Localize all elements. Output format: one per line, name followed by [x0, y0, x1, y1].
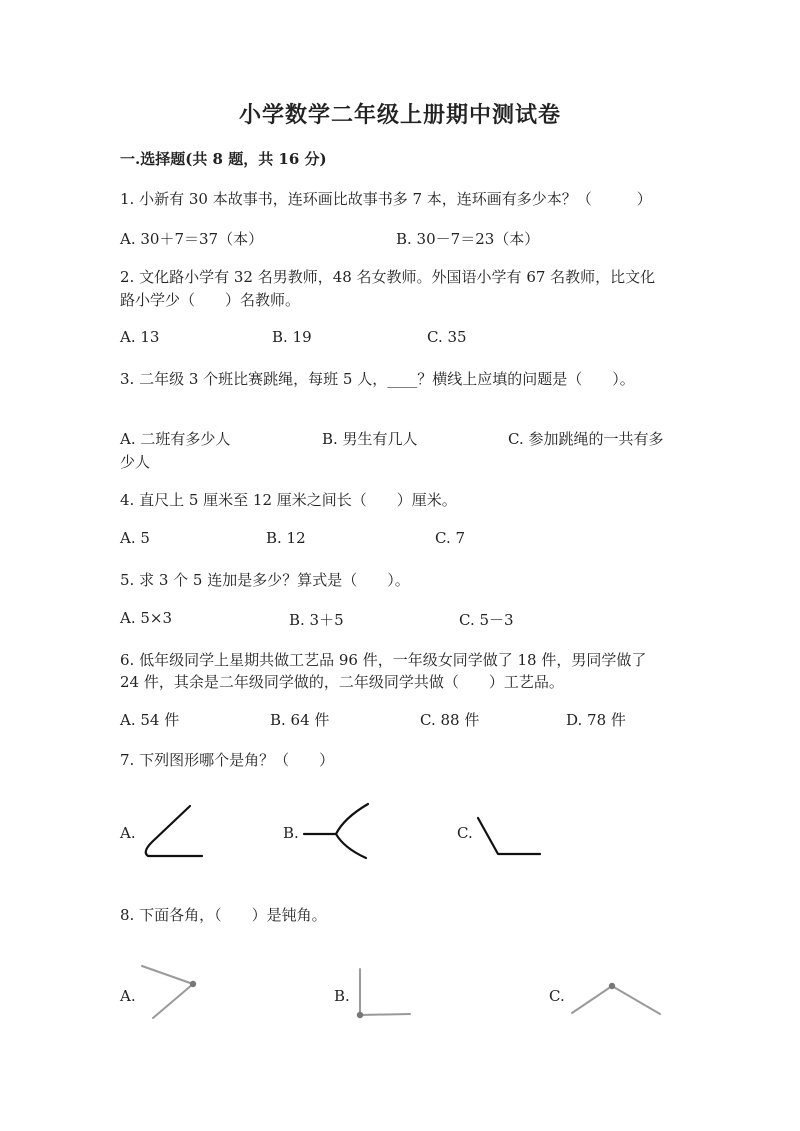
question-5: 5. 求 3 个 5 连加是多少？算式是（ ）。 — [120, 571, 410, 589]
page-title: 小学数学二年级上册期中测试卷 — [238, 102, 561, 128]
q8-figure-a — [136, 960, 202, 1022]
question-1: 1. 小新有 30 本故事书，连环画比故事书多 7 本，连环画有多少本？（ ） — [120, 190, 652, 208]
question-7: 7. 下列图形哪个是角？（ ） — [120, 751, 335, 769]
q6-option-b: B. 64 件 — [270, 711, 330, 729]
q8-figure-c — [566, 975, 664, 1021]
q4-option-a: A. 5 — [120, 529, 150, 547]
q5-option-c: C. 5－3 — [459, 611, 514, 629]
question-4: 4. 直尺上 5 厘米至 12 厘米之间长（ ）厘米。 — [120, 491, 457, 509]
q7-option-c: C. — [457, 824, 473, 842]
q5-option-a: A. 5×3 — [120, 609, 173, 627]
q7-option-b: B. — [283, 824, 299, 842]
q3-option-c: C. 参加跳绳的一共有多 — [508, 430, 664, 448]
q4-option-b: B. 12 — [266, 529, 306, 547]
q8-option-c: C. — [549, 987, 565, 1005]
q7-option-a: A. — [120, 824, 136, 842]
q8-figure-b — [352, 965, 416, 1021]
question-6-line-2: 24 件，其余是二年级同学做的，二年级同学共做（ ）工艺品。 — [120, 673, 564, 691]
q6-option-d: D. 78 件 — [566, 711, 626, 729]
q8-option-b: B. — [334, 987, 350, 1005]
q6-option-a: A. 54 件 — [120, 711, 180, 729]
q7-figure-c — [472, 812, 546, 862]
question-6-line-1: 6. 低年级同学上星期共做工艺品 96 件，一年级女同学做了 18 件，男同学做了 — [120, 651, 647, 669]
q2-option-c: C. 35 — [427, 328, 467, 346]
q2-option-b: B. 19 — [272, 328, 312, 346]
q3-option-b: B. 男生有几人 — [322, 430, 418, 448]
q7-figure-b — [300, 796, 374, 864]
q1-option-b: B. 30－7＝23（本） — [396, 230, 540, 248]
question-2-line-2: 路小学少（ ）名教师。 — [120, 291, 301, 309]
q6-option-c: C. 88 件 — [420, 711, 480, 729]
q5-option-b: B. 3＋5 — [289, 611, 344, 629]
q4-option-c: C. 7 — [435, 529, 466, 547]
q3-option-c-wrap: 少人 — [120, 453, 151, 471]
q3-option-a: A. 二班有多少人 — [120, 430, 231, 448]
question-8: 8. 下面各角，（ ）是钝角。 — [120, 906, 327, 924]
q2-option-a: A. 13 — [120, 328, 160, 346]
q1-option-a: A. 30＋7＝37（本） — [120, 230, 264, 248]
question-2-line-1: 2. 文化路小学有 32 名男教师，48 名女教师。外国语小学有 67 名教师，比文化 — [120, 268, 656, 286]
q7-figure-a — [140, 800, 206, 862]
q8-option-a: A. — [120, 987, 136, 1005]
section-heading: 一.选择题(共 8 题，共 16 分) — [120, 150, 327, 168]
question-3: 3. 二年级 3 个班比赛跳绳，每班 5 人，____？横线上应填的问题是（ ）。 — [120, 370, 635, 388]
